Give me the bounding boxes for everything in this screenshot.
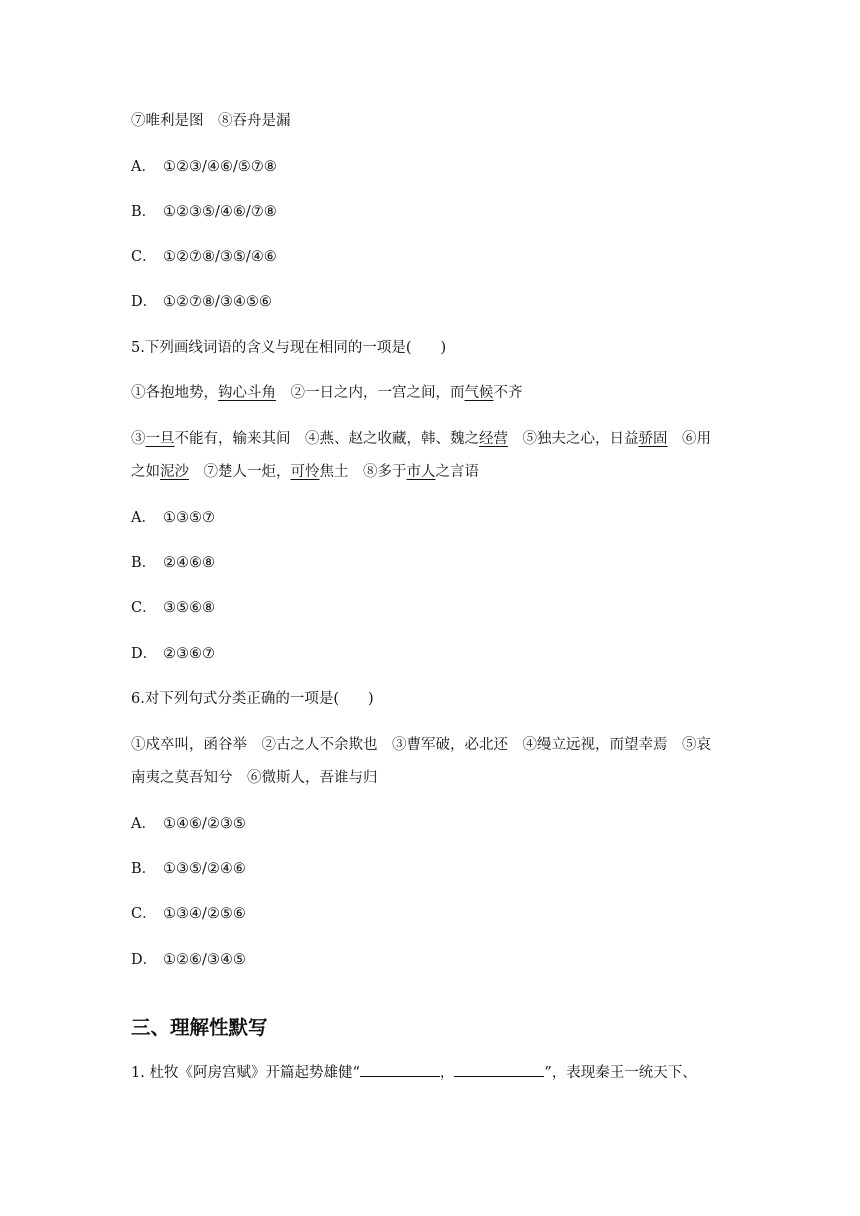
q4-option-c <box>131 247 277 267</box>
text-run: ”，表现秦王一统天下、 <box>544 1065 697 1081</box>
option-letter: B． <box>131 861 157 877</box>
fill-blank-1[interactable] <box>360 1062 440 1077</box>
option-text: ①②⑥/③④⑤ <box>163 952 246 968</box>
option-text: ②④⑥⑧ <box>163 555 215 571</box>
underlined-word: 经营 <box>479 431 508 447</box>
option-text: ①②⑦⑧/③⑤/④⑥ <box>163 249 277 265</box>
q6-line-1: ①戍卒叫，函谷举 ②古之人不余欺也 ③曹军破，必北还 ④缦立远视，而望幸焉 ⑤哀 <box>131 737 711 753</box>
underlined-word: 市人 <box>406 464 436 480</box>
section3-question-1 <box>131 1062 697 1083</box>
text-run: ③ <box>131 431 146 447</box>
text-run: 之言语 <box>435 464 479 480</box>
option-letter: B． <box>131 555 157 571</box>
option-letter: A． <box>131 510 156 526</box>
option-letter: A． <box>131 816 156 832</box>
underlined-word: 钩心斗角 <box>218 385 276 401</box>
q4-option-a <box>131 157 277 177</box>
text-run: ①各抱地势， <box>131 385 218 401</box>
option-letter: C． <box>131 600 157 616</box>
text-run: ⑦楚人一炬， <box>189 464 291 480</box>
option-text: ①②⑦⑧/③④⑤⑥ <box>163 294 272 310</box>
q6-option-b <box>131 859 246 879</box>
q5-line-1 <box>131 383 523 403</box>
text-run: ②一日之内，一宫之间，而 <box>276 385 465 401</box>
option-letter: B． <box>131 204 157 220</box>
q5-option-c <box>131 598 215 618</box>
text-run: 不能有，输来其间 ④燕、赵之收藏，韩、魏之 <box>174 431 479 447</box>
option-letter: D． <box>131 646 158 662</box>
text-run: ⑤独夫之心，日益 <box>508 431 639 447</box>
q5-line-3 <box>131 462 479 482</box>
q6-option-c <box>131 904 246 924</box>
option-letter: C． <box>131 906 157 922</box>
q5-line-2 <box>131 429 711 449</box>
option-text: ①②③⑤/④⑥/⑦⑧ <box>163 204 277 220</box>
q4-tail-line: ⑦唯利是图 ⑧吞舟是漏 <box>131 113 291 129</box>
text-run: ， <box>439 1065 455 1081</box>
option-letter: D． <box>131 294 158 310</box>
underlined-word: 骄固 <box>638 431 668 447</box>
q4-option-d <box>131 292 272 312</box>
option-text: ①③④/②⑤⑥ <box>163 906 246 922</box>
text-run: 焦土 ⑧多于 <box>319 464 407 480</box>
option-text: ①②③/④⑥/⑤⑦⑧ <box>163 159 277 175</box>
underlined-word: 泥沙 <box>160 464 189 480</box>
option-text: ①③⑤/②④⑥ <box>163 861 246 877</box>
text-run: 1. 杜牧《阿房宫赋》开篇起势雄健“ <box>131 1065 360 1081</box>
section-heading: 三、理解性默写 <box>131 1016 268 1039</box>
option-text: ①④⑥/②③⑤ <box>163 816 246 832</box>
q5-stem: 5.下列画线词语的含义与现在相同的一项是( ) <box>131 340 447 356</box>
q6-option-d <box>131 950 246 970</box>
q5-option-d <box>131 644 215 664</box>
option-letter: A． <box>131 159 156 175</box>
q5-option-a <box>131 508 215 528</box>
option-text: ③⑤⑥⑧ <box>163 600 215 616</box>
text-run: 不齐 <box>493 385 523 401</box>
option-text: ②③⑥⑦ <box>163 646 215 662</box>
text-run: 之如 <box>131 464 160 480</box>
q6-option-a <box>131 814 246 834</box>
option-letter: C． <box>131 249 157 265</box>
fill-blank-2[interactable] <box>454 1062 544 1077</box>
text-run: ⑥用 <box>667 431 711 447</box>
q6-stem: 6.对下列句式分类正确的一项是( ) <box>131 691 374 707</box>
q4-option-b <box>131 202 277 222</box>
underlined-word: 气候 <box>464 385 494 401</box>
underlined-word: 一旦 <box>145 431 175 447</box>
option-letter: D． <box>131 952 158 968</box>
q5-option-b <box>131 553 215 573</box>
option-text: ①③⑤⑦ <box>163 510 215 526</box>
q6-line-2: 南夷之莫吾知兮 ⑥微斯人，吾谁与归 <box>131 770 378 786</box>
underlined-word: 可怜 <box>290 464 320 480</box>
